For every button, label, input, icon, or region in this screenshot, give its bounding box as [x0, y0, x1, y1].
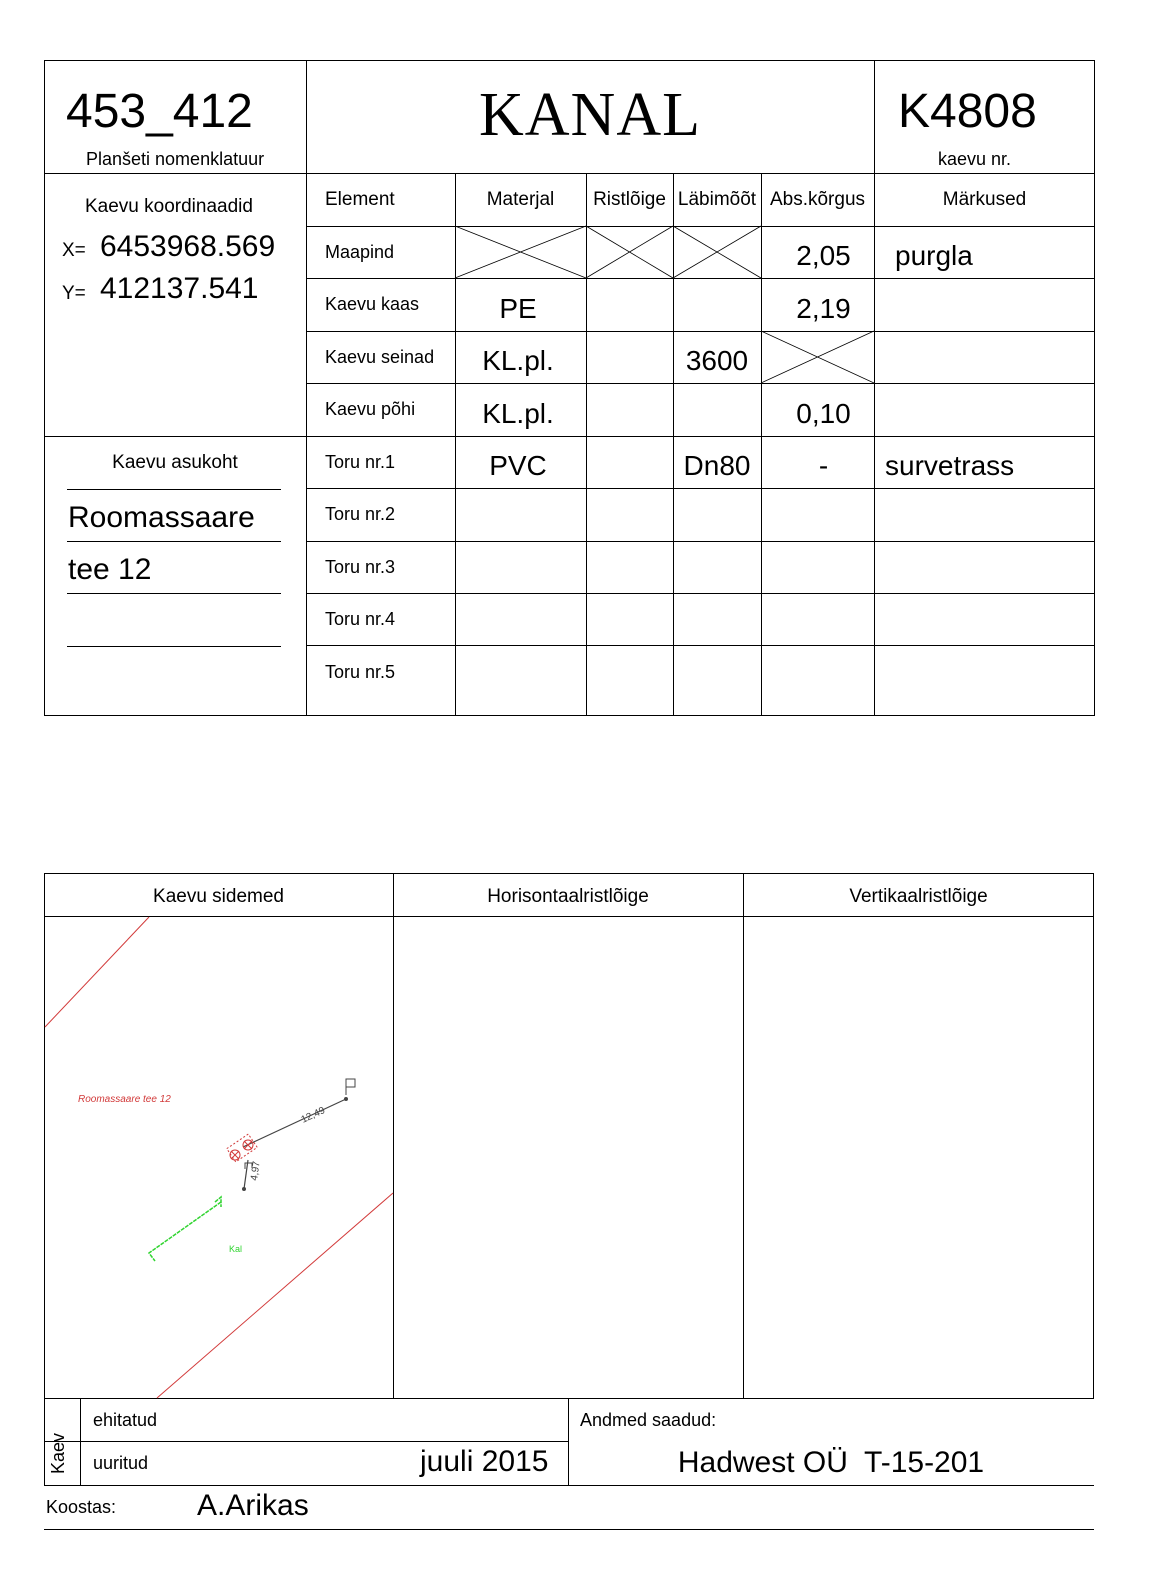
material-value: PE [499, 292, 537, 324]
data-source-label: Andmed saadud: [580, 1410, 717, 1430]
row-element: Toru nr.5 [325, 662, 396, 682]
divider [44, 436, 306, 437]
abs-height-value: - [818, 450, 829, 481]
location-line-1: Roomassaare [68, 501, 255, 534]
divider [874, 60, 875, 174]
property-boundary [45, 917, 149, 1027]
header-material: Materjal [486, 189, 555, 210]
data-source-value: Hadwest OÜ T-15-201 [677, 1446, 985, 1479]
header-abs-height: Abs.kõrgus [769, 189, 866, 210]
diameter-value: 3600 [685, 345, 749, 376]
location-line-2: tee 12 [68, 553, 152, 586]
row-element: Toru nr.1 [325, 451, 396, 472]
material-value: KL.pl. [482, 345, 554, 376]
material-value: PVC [489, 450, 547, 481]
survey-point [242, 1187, 246, 1191]
panel-divider [393, 873, 394, 1399]
pipe-label: Kal [229, 1244, 243, 1254]
site-sketch [45, 917, 393, 1398]
property-boundary [157, 1193, 393, 1398]
material-value: KL.pl. [482, 397, 554, 429]
footer-line [44, 1485, 1094, 1486]
survey-point [344, 1097, 348, 1101]
divider [44, 173, 1095, 174]
row-element: Kaevu seinad [325, 346, 435, 367]
coordinates-label: Kaevu koordinaadid [85, 196, 253, 217]
underline [67, 646, 281, 647]
row-element: Toru nr.2 [325, 504, 396, 524]
manhole-icon [227, 1134, 258, 1162]
panel-title-connections: Kaevu sidemed [153, 886, 284, 907]
header-notes: Märkused [942, 189, 1027, 210]
footer-line [44, 1441, 568, 1442]
notes-value: survetrass [885, 450, 1015, 481]
dimension-line [243, 1099, 346, 1147]
well-number: K4808 [898, 85, 1037, 138]
header-cross-section: Ristlõige [593, 189, 666, 210]
underline [67, 489, 281, 490]
panel-title-horizontal: Horisontaalristlõige [487, 886, 649, 907]
row-element: Toru nr.3 [325, 556, 396, 577]
crossed-cell [673, 226, 761, 278]
surveyed-value: juuli 2015 [420, 1445, 549, 1478]
y-coordinate: 412137.541 [100, 272, 259, 305]
underline [67, 541, 281, 542]
abs-height-value: 2,05 [796, 240, 851, 271]
crossed-cell [455, 226, 586, 278]
footer-divider [80, 1399, 81, 1485]
sheet-number: 453_412 [66, 85, 253, 138]
panel-divider [743, 873, 744, 1399]
y-prefix: Y= [62, 283, 86, 304]
built-label: ehitatud [93, 1410, 158, 1430]
row-element: Kaevu põhi [325, 399, 416, 419]
abs-height-value: 0,10 [796, 397, 851, 429]
sheet-label: Planšeti nomenklatuur [86, 149, 265, 169]
author-value: A.Arikas [197, 1489, 309, 1522]
row-element: Toru nr.4 [325, 608, 396, 629]
footer-divider [44, 1399, 45, 1485]
distance-label: 4,97 [249, 1160, 263, 1182]
notes-value: purgla [895, 240, 973, 271]
distance-label: 12,49 [299, 1105, 327, 1126]
crossed-cell [761, 331, 874, 383]
x-coordinate: 6453968.569 [100, 230, 276, 263]
row-element: Kaevu kaas [325, 294, 420, 314]
header-diameter: Läbimõõt [677, 189, 757, 210]
page-title: KANAL [479, 80, 701, 149]
footer-line [44, 1529, 1094, 1530]
author-label: Koostas: [46, 1497, 117, 1517]
abs-height-value: 2,19 [796, 292, 851, 324]
location-label: Kaevu asukoht [112, 452, 238, 473]
header-element: Element [325, 189, 395, 210]
x-prefix: X= [62, 240, 86, 261]
surveyed-label: uuritud [93, 1453, 149, 1473]
well-label: kaevu nr. [938, 149, 1012, 169]
sewer-pipe [149, 1197, 221, 1261]
flag-icon [346, 1079, 355, 1095]
diameter-value: Dn80 [683, 450, 751, 481]
underline [67, 593, 281, 594]
panel-title-vertical: Vertikaalristlõige [849, 886, 988, 907]
crossed-cell [586, 226, 673, 278]
row-element: Maapind [325, 241, 395, 262]
address-label: Roomassaare tee 12 [78, 1094, 171, 1105]
divider [306, 60, 307, 716]
table-col-divider [761, 173, 762, 716]
